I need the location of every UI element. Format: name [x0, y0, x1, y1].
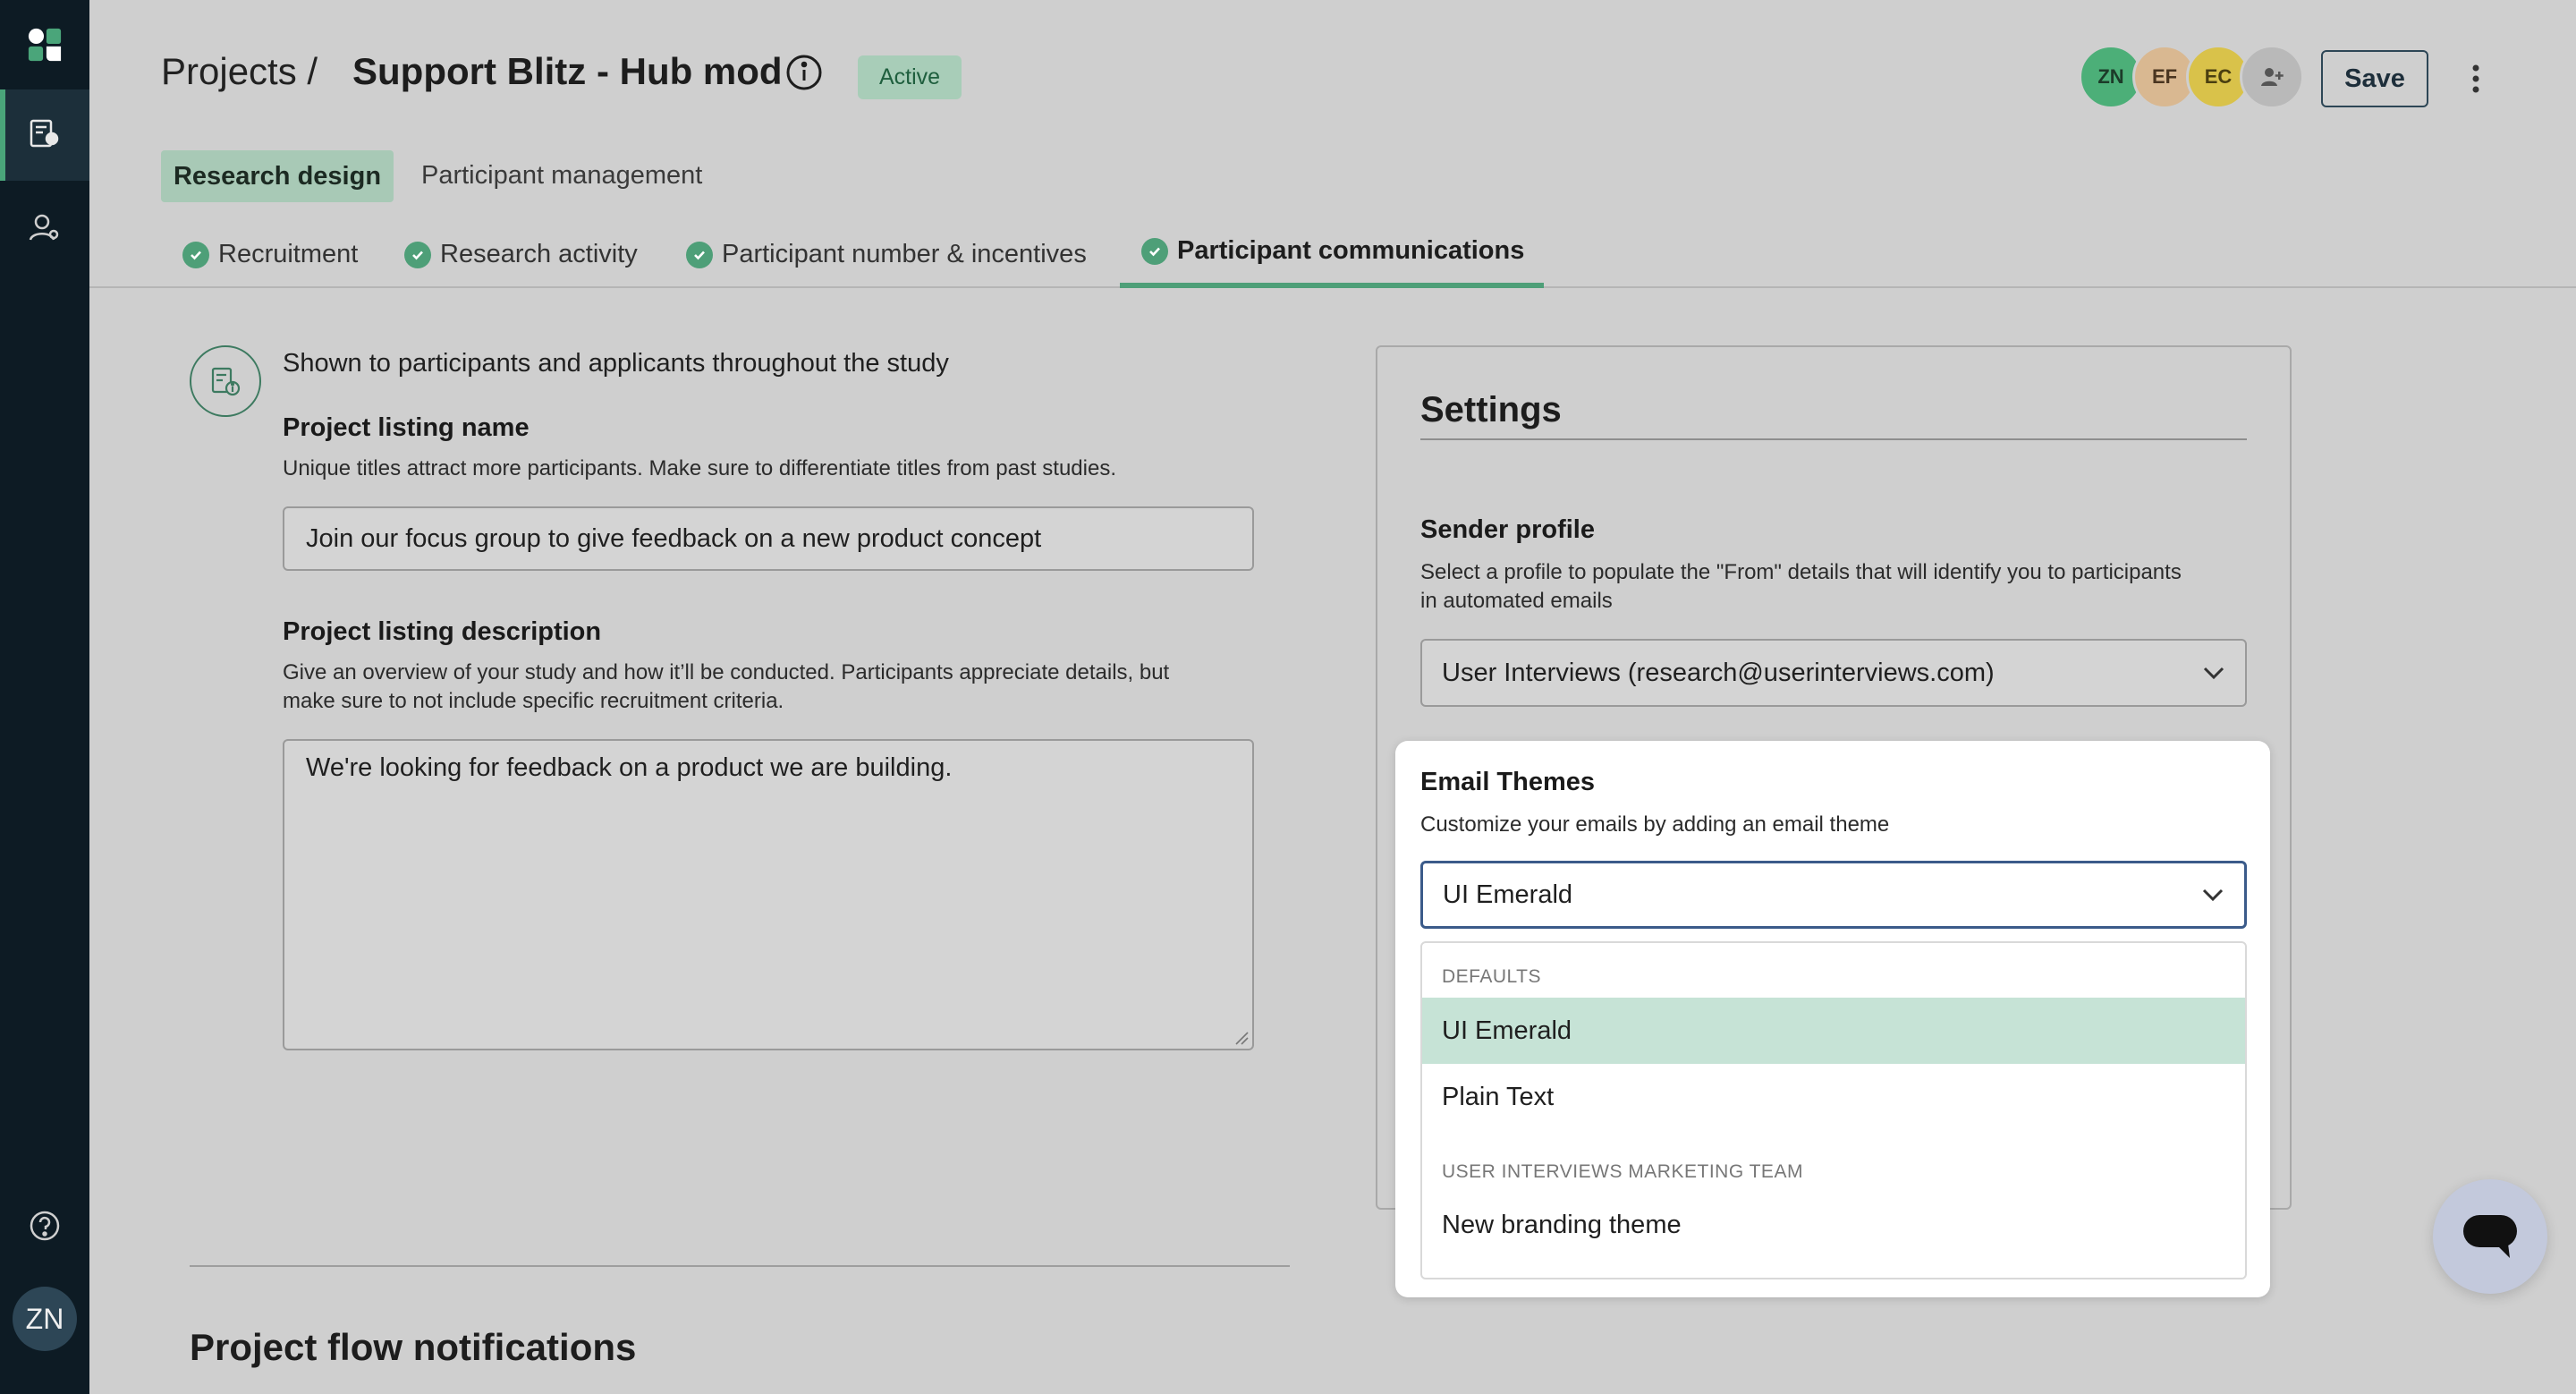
- dropdown-group-heading: DEFAULTS: [1442, 966, 1541, 987]
- chat-icon: [2462, 1211, 2519, 1262]
- listing-name-help: Unique titles attract more participants. Make sure to differentiate titles from past studies.: [283, 456, 1116, 480]
- subnav-label: Participant number & incentives: [722, 240, 1087, 268]
- app-logo-icon[interactable]: [27, 27, 63, 63]
- status-badge: Active: [858, 55, 962, 99]
- dropdown-option[interactable]: [1422, 1064, 2245, 1130]
- check-icon: [686, 242, 713, 268]
- projects-icon[interactable]: [27, 116, 63, 152]
- subnav-label: Research activity: [440, 240, 638, 268]
- more-options-icon[interactable]: [2465, 61, 2487, 101]
- sender-profile-label: Sender profile: [1420, 515, 1595, 544]
- listing-description-help: Give an overview of your study and how it’ll be conducted. Participants appreciate details, but: [283, 660, 1170, 684]
- subnav-participant-number[interactable]: [686, 240, 1087, 269]
- dropdown-option[interactable]: [1422, 1192, 2245, 1258]
- chevron-down-icon: [2202, 666, 2225, 680]
- listing-description-textarea[interactable]: [283, 739, 1254, 1050]
- email-themes-value: UI Emerald: [1443, 880, 1573, 909]
- listing-description-label: Project listing description: [283, 617, 602, 646]
- listing-name-input[interactable]: [283, 506, 1254, 571]
- chevron-down-icon: [2201, 888, 2224, 902]
- listing-description-help: make sure to not include specific recruitment criteria.: [283, 689, 784, 713]
- settings-divider: [1420, 438, 2247, 440]
- subnav-research-activity[interactable]: [404, 240, 638, 269]
- chat-button[interactable]: [2433, 1179, 2547, 1294]
- subnav-label: Participant communications: [1177, 236, 1525, 265]
- sender-profile-help: Select a profile to populate the "From" details that will identify you to participants: [1420, 560, 2182, 584]
- sidebar: [0, 0, 89, 1394]
- save-button[interactable]: Save: [2321, 50, 2428, 107]
- section-divider: [190, 1265, 1290, 1267]
- user-avatar[interactable]: ZN: [13, 1287, 77, 1351]
- resize-handle-icon[interactable]: [1233, 1029, 1249, 1045]
- document-info-icon: [190, 345, 261, 417]
- email-themes-label: Email Themes: [1420, 768, 1596, 796]
- subnav-label: Recruitment: [218, 240, 359, 268]
- option-label: New branding theme: [1442, 1210, 1682, 1239]
- page-title: Support Blitz - Hub mod: [352, 50, 783, 92]
- dropdown-option-selected[interactable]: [1422, 998, 2245, 1064]
- subnav-participant-communications[interactable]: [1141, 236, 1524, 266]
- option-label: Plain Text: [1442, 1082, 1555, 1111]
- tab-research-design[interactable]: Research design: [161, 150, 394, 202]
- collaborator-avatar[interactable]: ZN: [2079, 45, 2143, 109]
- option-label: UI Emerald: [1442, 1016, 1572, 1045]
- sender-profile-value: User Interviews (research@userinterviews.com): [1442, 658, 1995, 687]
- listing-name-value: Join our focus group to give feedback on a new product concept: [306, 523, 1042, 553]
- collaborator-avatar[interactable]: EC: [2186, 45, 2250, 109]
- listing-description-value: We're looking for feedback on a product we are building.: [306, 753, 953, 782]
- dropdown-group-heading: USER INTERVIEWS MARKETING TEAM: [1442, 1161, 1803, 1182]
- check-icon: [404, 242, 431, 268]
- email-themes-select[interactable]: [1420, 861, 2247, 929]
- subnav-recruitment[interactable]: [182, 240, 358, 269]
- sender-profile-help: in automated emails: [1420, 589, 1613, 613]
- listing-name-label: Project listing name: [283, 413, 530, 442]
- breadcrumb-projects[interactable]: Projects /: [161, 50, 318, 92]
- tab-participant-management[interactable]: Participant management: [421, 161, 703, 190]
- flow-notifications-title: Project flow notifications: [190, 1326, 637, 1368]
- collaborator-avatar[interactable]: EF: [2132, 45, 2197, 109]
- info-icon[interactable]: [785, 54, 823, 96]
- settings-title: Settings: [1420, 390, 1562, 429]
- active-subnav-indicator: [1120, 283, 1544, 288]
- intro-text: Shown to participants and applicants throughout the study: [283, 349, 949, 378]
- help-icon[interactable]: [27, 1208, 63, 1244]
- check-icon: [1141, 238, 1168, 265]
- check-icon: [182, 242, 209, 268]
- participants-icon[interactable]: [27, 210, 63, 246]
- sender-profile-select[interactable]: [1420, 639, 2247, 707]
- add-collaborator-button[interactable]: [2240, 45, 2304, 109]
- email-themes-help: Customize your emails by adding an email theme: [1420, 812, 1890, 837]
